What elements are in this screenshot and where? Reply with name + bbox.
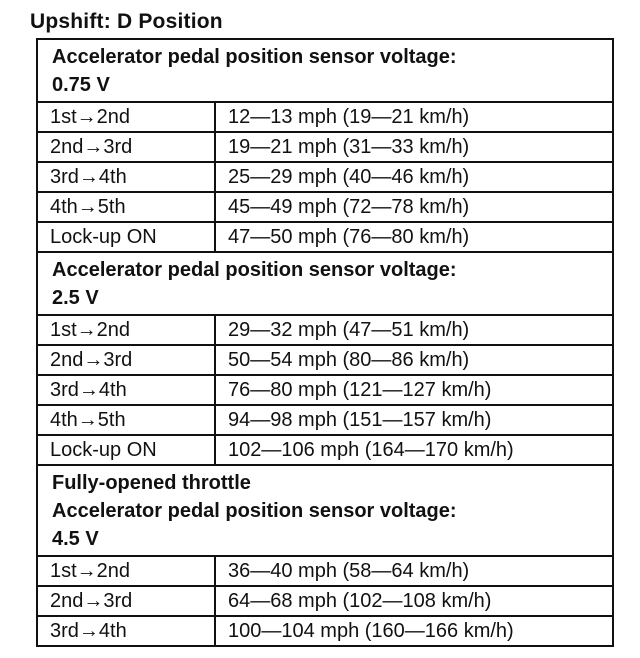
shift-schedule-table bbox=[36, 38, 614, 647]
shift-cell: 2nd→3rd bbox=[38, 586, 215, 616]
header-line: Accelerator pedal position sensor voltage: bbox=[52, 500, 457, 522]
table-row bbox=[38, 222, 612, 251]
table-row bbox=[38, 586, 612, 616]
page-title: Upshift: D Position bbox=[30, 10, 223, 33]
table-row bbox=[38, 345, 612, 375]
shift-table bbox=[38, 557, 612, 645]
speed-cell: 25—29 mph (40—46 km/h) bbox=[215, 162, 612, 192]
shift-cell: Lock-up ON bbox=[38, 435, 215, 464]
header-line: Fully-opened throttle bbox=[52, 472, 251, 494]
speed-cell: 29—32 mph (47—51 km/h) bbox=[215, 316, 612, 345]
header-line: 4.5 V bbox=[52, 528, 99, 550]
speed-cell: 36—40 mph (58—64 km/h) bbox=[215, 557, 612, 586]
block-header bbox=[38, 466, 612, 557]
speed-cell: 94—98 mph (151—157 km/h) bbox=[215, 405, 612, 435]
table-row bbox=[38, 405, 612, 435]
speed-cell: 19—21 mph (31—33 km/h) bbox=[215, 132, 612, 162]
shift-table bbox=[38, 316, 612, 464]
block-header bbox=[38, 253, 612, 316]
block-header bbox=[38, 40, 612, 103]
shift-cell: 1st→2nd bbox=[38, 103, 215, 132]
speed-cell: 64—68 mph (102—108 km/h) bbox=[215, 586, 612, 616]
table-row bbox=[38, 435, 612, 464]
speed-cell: 100—104 mph (160—166 km/h) bbox=[228, 620, 514, 642]
voltage-block-2.5v bbox=[38, 253, 612, 466]
speed-cell: 50—54 mph (80—86 km/h) bbox=[215, 345, 612, 375]
table-row bbox=[38, 316, 612, 345]
table-row bbox=[38, 616, 612, 645]
shift-cell: 4th→5th bbox=[38, 192, 215, 222]
speed-cell: 102—106 mph (164—170 km/h) bbox=[228, 439, 514, 461]
table-row bbox=[38, 162, 612, 192]
speed-cell: 47—50 mph (76—80 km/h) bbox=[228, 226, 470, 248]
voltage-block-0.75v bbox=[38, 40, 612, 253]
speed-cell: 12—13 mph (19—21 km/h) bbox=[215, 103, 612, 132]
voltage-block-4.5v bbox=[38, 466, 612, 645]
table-row bbox=[38, 132, 612, 162]
shift-cell: 4th→5th bbox=[38, 405, 215, 435]
shift-cell: 1st→2nd bbox=[38, 316, 215, 345]
shift-cell: 3rd→4th bbox=[38, 375, 215, 405]
shift-cell: 1st→2nd bbox=[38, 557, 215, 586]
header-line: Accelerator pedal position sensor voltage: bbox=[52, 46, 457, 68]
table-row bbox=[38, 375, 612, 405]
header-line: Accelerator pedal position sensor voltage: bbox=[52, 259, 457, 281]
header-line: 0.75 V bbox=[52, 74, 110, 96]
speed-cell: 45—49 mph (72—78 km/h) bbox=[215, 192, 612, 222]
shift-cell: 2nd→3rd bbox=[38, 345, 215, 375]
shift-cell: 3rd→4th bbox=[38, 616, 215, 645]
speed-cell: 76—80 mph (121—127 km/h) bbox=[215, 375, 612, 405]
table-row bbox=[38, 192, 612, 222]
shift-cell: Lock-up ON bbox=[38, 222, 215, 251]
shift-cell: 2nd→3rd bbox=[38, 132, 215, 162]
header-line: 2.5 V bbox=[52, 287, 99, 309]
shift-table bbox=[38, 103, 612, 251]
table-row bbox=[38, 103, 612, 132]
shift-cell: 3rd→4th bbox=[38, 162, 215, 192]
table-row bbox=[38, 557, 612, 586]
